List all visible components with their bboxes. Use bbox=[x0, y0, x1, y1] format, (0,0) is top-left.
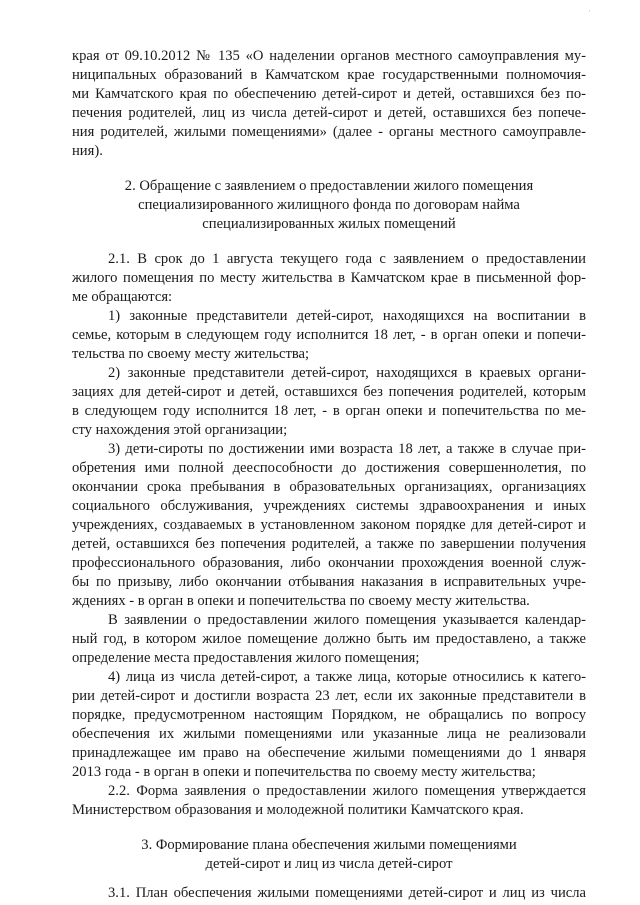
text-line: 2.1. В срок до 1 августа текущего года с заявлением о предоставлении bbox=[108, 251, 586, 267]
heading-line: 3. Формирование плана обеспечения жилыми помещениями bbox=[141, 837, 517, 853]
text-line: сту нахождения этой организации; bbox=[72, 422, 288, 438]
text-line: обретения ими полной дееспособности до достижения совершеннолетия, по bbox=[72, 460, 586, 476]
text-line: детей, оставшихся без попечения родителей, а также по завершении получения bbox=[72, 536, 586, 552]
text-line: 2013 года - в орган в опеки и попечительства по своему месту жительства; bbox=[72, 764, 536, 780]
text-line: В заявлении о предоставлении жилого помещения указывается календар- bbox=[108, 612, 586, 628]
heading-line: специализированных жилых помещений bbox=[202, 216, 456, 232]
text-line: профессионального образования, либо окончании прохождения военной служ- bbox=[72, 555, 586, 571]
text-line: рии детей-сирот и достигли возраста 23 лет, если их законные представители в bbox=[72, 688, 586, 704]
text-line: 3.1. План обеспечения жилыми помещениями детей-сирот и лиц из числа bbox=[108, 885, 586, 901]
text-line: ния родителей, жилыми помещениями» (далее - органы местного самоуправле- bbox=[72, 124, 586, 140]
text-line: ждениях - в орган в опеки и попечительства по своему месту жительства. bbox=[72, 593, 530, 609]
text-line: учреждениях, создаваемых в установленном законом порядке для детей-сирот и bbox=[72, 517, 586, 533]
text-line: семье, которым в следующем году исполнится 18 лет, - в орган опеки и попечи- bbox=[72, 327, 586, 343]
text-line: 3) дети-сироты по достижении ими возраста 18 лет, а также в случае при- bbox=[108, 441, 586, 457]
text-line: ниципальных образований в Камчатском крае государственными полномочия- bbox=[72, 67, 586, 83]
text-line: бы по призыву, либо окончании отбывания наказания в исправительных учре- bbox=[72, 574, 586, 590]
text-line: порядке, предусмотренном настоящим Порядком, не обращались по вопросу bbox=[72, 707, 586, 723]
heading-line: 2. Обращение с заявлением о предоставлении жилого помещения bbox=[124, 178, 534, 194]
text-line: жилого помещения по месту жительства в Камчатском крае в письменной фор- bbox=[72, 270, 586, 286]
text-line: принадлежащее им право на обеспечение жилыми помещениями до 1 января bbox=[72, 745, 586, 761]
text-line: 4) лица из числа детей-сирот, а также лица, которые относились к катего- bbox=[108, 669, 586, 685]
text-line: 2.2. Форма заявления о предоставлении жилого помещения утверждается bbox=[108, 783, 586, 799]
text-line: окончании срока пребывания в образовательных организациях, организациях bbox=[72, 479, 586, 495]
text-line: в следующем году исполнится 18 лет, - в орган опеки и попечительства по ме- bbox=[72, 403, 586, 419]
text-line: определение места предоставления жилого помещения; bbox=[72, 650, 420, 666]
scan-mark-icon: ˈ bbox=[588, 9, 591, 18]
text-line: 1) законные представители детей-сирот, находящихся на воспитании в bbox=[108, 308, 586, 324]
text-line: печения родителей, лиц из числа детей-сирот и детей, оставшихся без попече- bbox=[72, 105, 586, 121]
text-line: Министерством образования и молодежной политики Камчатского края. bbox=[72, 802, 524, 818]
heading-line: детей-сирот и лиц из числа детей-сирот bbox=[205, 856, 453, 872]
text-line: зациях для детей-сирот и детей, оставшихся без попечения родителей, которым bbox=[72, 384, 586, 400]
text-line: края от 09.10.2012 № 135 «О наделении органов местного самоуправления му- bbox=[72, 48, 586, 64]
text-line: 2) законные представители детей-сирот, находящихся в краевых органи- bbox=[108, 365, 586, 381]
text-line: тельства по своему месту жительства; bbox=[72, 346, 310, 362]
text-line: социального обслуживания, учреждениях системы здравоохранения и иных bbox=[72, 498, 586, 514]
text-line: ния). bbox=[72, 143, 103, 159]
text-line: обеспечения их жилыми помещениями или указанные лица не реализовали bbox=[72, 726, 586, 742]
text-line: ми Камчатского края по обеспечению детей-сирот и детей, оставшихся без по- bbox=[72, 86, 586, 102]
heading-line: специализированного жилищного фонда по договорам найма bbox=[138, 197, 520, 213]
text-line: ме обращаются: bbox=[72, 289, 173, 305]
text-line: ный год, в котором жилое помещение должно быть им предоставлено, а также bbox=[72, 631, 586, 647]
